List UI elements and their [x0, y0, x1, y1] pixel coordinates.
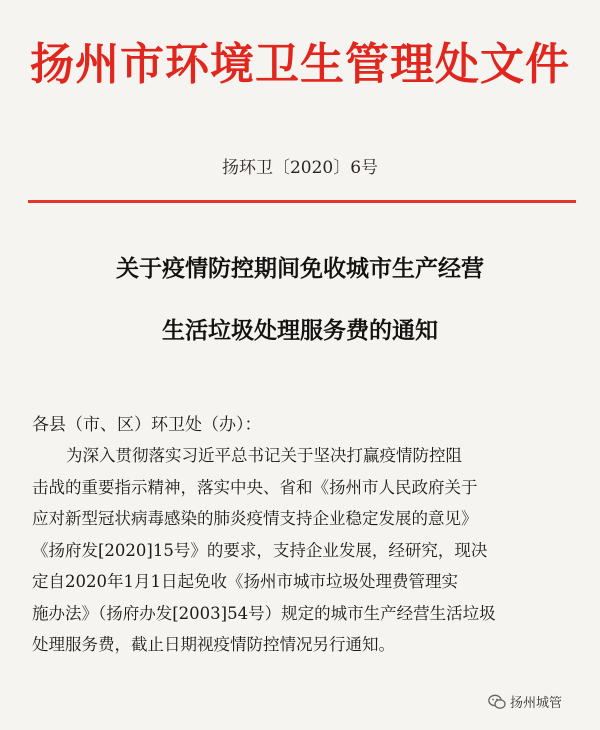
document-number: 扬环卫〔2020〕6号	[221, 158, 379, 178]
body-line-1: 为深入贯彻落实习近平总书记关于坚决打赢疫情防控阻	[66, 446, 462, 465]
salutation: 各县（市、区）环卫处（办）：	[32, 415, 262, 435]
body-line-5: 定自2020年1月1日起免收《扬州市城市垃圾处理费管理实	[32, 572, 458, 591]
body-line-6: 施办法》（扬府办发[2003]54号）规定的城市生产经营生活垃圾	[32, 603, 496, 623]
wechat-icon	[488, 694, 506, 710]
document-header-title: 扬州市环境卫生管理处文件	[30, 39, 570, 90]
notice-title-line-2: 生活垃圾处理服务费的通知	[162, 317, 438, 344]
red-divider	[28, 200, 576, 203]
watermark-text: 扬州城管	[510, 696, 563, 711]
account-watermark	[488, 692, 562, 711]
notice-title-line-1: 关于疫情防控期间免收城市生产经营	[116, 255, 484, 282]
notice-body	[32, 440, 580, 661]
body-line-2: 击战的重要指示精神，落实中央、省和《扬州市人民政府关于	[32, 477, 478, 497]
body-line-3: 应对新型冠状病毒感染的肺炎疫情支持企业稳定发展的意见》	[32, 509, 478, 528]
body-line-4: 《扬府发[2020]15号》的要求，支持企业发展，经研究，现决	[32, 540, 488, 560]
body-line-7: 处理服务费，截止日期视疫情防控情况另行通知。	[32, 635, 395, 654]
